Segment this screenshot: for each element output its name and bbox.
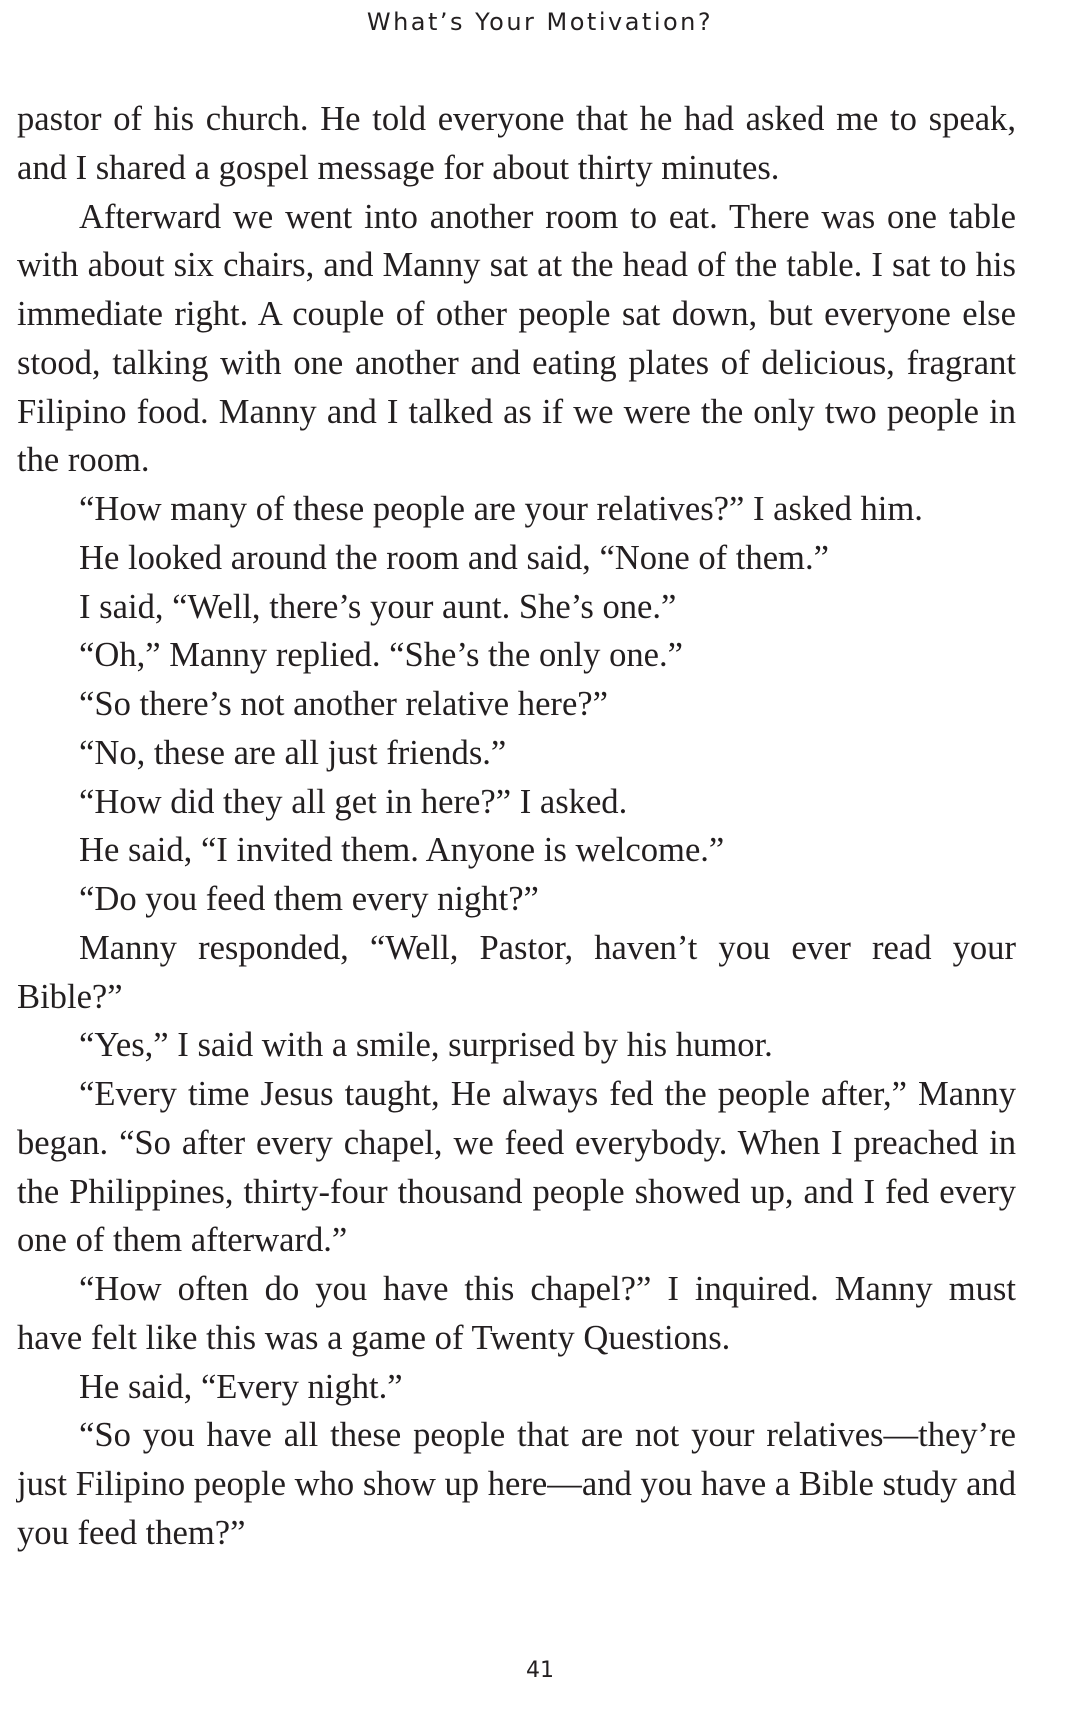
paragraph: “Do you feed them every night?”: [79, 880, 539, 918]
page-number: 41: [526, 1658, 554, 1683]
paragraph: He said, “I invited them. Anyone is welcome.”: [79, 831, 725, 870]
paragraph: Afterward we went into another room to eat. There was one table with about six chairs, and Manny sat at the head of the table. I sat to his immediate right. A couple of other people sat down, but everyone else stood, talking with one another and eating plates of delicious, fragrant Filipino food. Manny and I talked as if we were the only two people in the room.: [17, 197, 1016, 480]
paragraph: “Yes,” I said with a smile, surprised by his humor.: [79, 1026, 773, 1065]
body-text: [17, 95, 1016, 1558]
paragraph: I said, “Well, there’s your aunt. She’s one.”: [79, 587, 677, 626]
paragraph: “So there’s not another relative here?”: [79, 685, 608, 723]
running-head: What’s Your Motivation?: [366, 8, 714, 36]
paragraph: Manny responded, “Well, Pastor, haven’t you ever read your Bible?”: [17, 928, 1016, 1016]
paragraph: He looked around the room and said, “None of them.”: [79, 538, 829, 577]
paragraph: pastor of his church. He told everyone that he had asked me to speak, and I shared a gospel message for about thirty minutes.: [17, 100, 1016, 187]
paragraph: “How often do you have this chapel?” I inquired. Manny must have felt like this was a game of Twenty Questions.: [17, 1270, 1016, 1357]
paragraph: “No, these are all just friends.”: [79, 733, 507, 772]
paragraph: “How did they all get in here?” I asked.: [79, 782, 628, 821]
paragraph: He said, “Every night.”: [79, 1367, 403, 1406]
paragraph: “How many of these people are your relatives?” I asked him.: [79, 490, 923, 528]
paragraph: “Every time Jesus taught, He always fed the people after,” Manny began. “So after every chapel, we feed everybody. When I preached in the Philippines, thirty-four thousand people showed up, and I fed every one of them afterward.”: [17, 1075, 1016, 1260]
paragraph: “So you have all these people that are not your relatives—they’re just Filipino people who show up here—and you have a Bible study and you feed them?”: [17, 1416, 1016, 1552]
paragraph: “Oh,” Manny replied. “She’s the only one.”: [79, 636, 683, 675]
